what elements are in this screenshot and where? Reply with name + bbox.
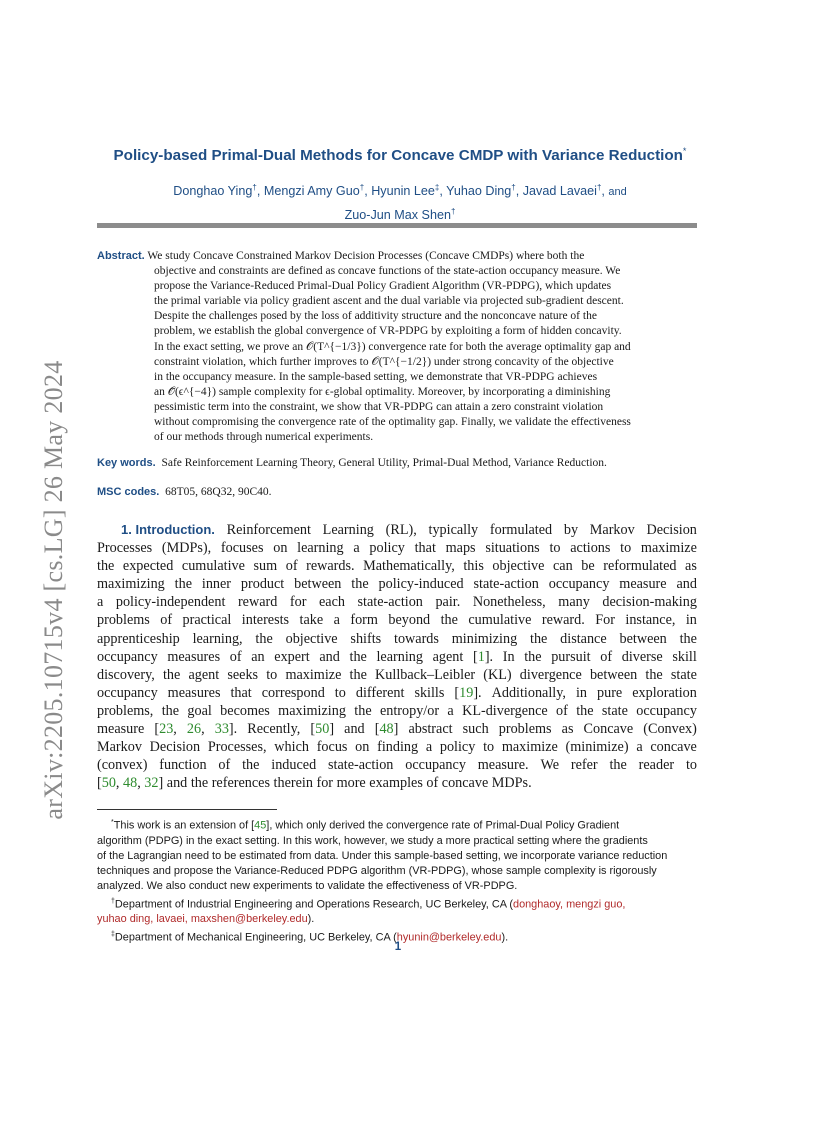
word: diverse	[621, 648, 663, 665]
word: pursuit	[551, 648, 591, 665]
title-text: Policy-based Primal-Dual Methods for Concave CMDP with Variance Reduction	[113, 147, 683, 165]
word: seeks	[227, 666, 259, 683]
abstract-line: the primal variable via policy gradient ascent and the dual variable via projected sub-gradient descent.	[154, 295, 624, 308]
word: Learning	[322, 522, 374, 538]
word: state-action	[473, 576, 539, 593]
introduction-section	[97, 521, 697, 792]
word: the	[349, 648, 367, 665]
word: a	[425, 739, 433, 756]
word: policy-independent	[115, 594, 226, 611]
word: decision-making	[602, 594, 697, 611]
word: In	[502, 648, 515, 665]
word: in	[575, 684, 588, 701]
word: beyond	[388, 612, 431, 629]
word: on	[355, 739, 370, 756]
affiliation-mark: †	[450, 207, 456, 217]
word: learning	[376, 648, 423, 665]
word: state-action	[357, 594, 423, 611]
intro-line	[97, 684, 697, 702]
arxiv-stamp: arXiv:2205.10715v4 [cs.LG] 26 May 2024	[39, 360, 68, 820]
word: Markov	[97, 739, 142, 756]
abstract-line: without compromising the convergence rate of the optimality gap. Finally, we validate the effectiveness	[154, 416, 631, 429]
word: [1].	[472, 648, 494, 665]
word: a	[353, 540, 360, 557]
author: Mengzi Amy Guo	[263, 184, 360, 199]
word: of	[600, 648, 613, 665]
word: Concave	[583, 721, 634, 738]
intro-line	[97, 648, 697, 666]
word: cumulative	[468, 612, 532, 629]
word: form	[350, 612, 378, 629]
word: cumulative	[181, 558, 245, 575]
word: objective	[285, 630, 338, 647]
word: problems	[97, 612, 150, 629]
footnote-line	[97, 849, 697, 864]
affiliation-mark: †	[359, 183, 365, 192]
abstract	[97, 249, 697, 445]
affiliation-mark: †	[511, 183, 516, 192]
keywords-text: Safe Reinforcement Learning Theory, General Utility, Primal-Dual Method, Variance Reduction.	[161, 457, 607, 469]
word: shifts	[350, 630, 382, 647]
word: sum	[253, 558, 278, 575]
word: Recently,	[247, 721, 301, 738]
word: function	[159, 757, 207, 774]
word: learning	[297, 540, 344, 557]
intro-line	[97, 611, 697, 629]
word: reader	[638, 757, 675, 774]
word: abstract	[408, 721, 453, 738]
abstract-line: constraint violation, which further improves to 𝒪(T^{−1/2}) under strong concavity of the objective	[154, 355, 614, 368]
word: a	[447, 702, 454, 719]
abstract-label: Abstract.	[97, 250, 145, 262]
word: focus	[316, 739, 348, 756]
word: the	[576, 702, 594, 719]
intro-line	[97, 593, 697, 611]
author: Donghao Ying	[173, 184, 253, 199]
word: in	[685, 612, 697, 629]
word: maximizing	[278, 702, 346, 719]
title-rule	[97, 223, 697, 228]
intro-line	[97, 738, 697, 756]
word: goal	[187, 702, 212, 719]
word: practical	[182, 612, 232, 629]
word: Additionally,	[491, 684, 566, 701]
footnote-line	[97, 879, 697, 894]
word: maximize	[640, 540, 697, 557]
word: the	[255, 630, 273, 647]
word: 32]	[144, 775, 167, 792]
section-heading: 1. Introduction.	[121, 522, 215, 537]
author: Yuhao Ding	[446, 184, 512, 199]
affiliation-mark: ‡	[434, 183, 440, 192]
word: for	[316, 775, 337, 792]
word: be	[581, 558, 595, 575]
word: take	[299, 612, 324, 629]
word: typically	[428, 522, 479, 538]
word: and	[166, 775, 191, 792]
word: between	[294, 576, 342, 593]
word: For	[595, 612, 615, 629]
word: between	[619, 630, 667, 647]
word: (KL)	[483, 666, 512, 683]
word: [50,	[97, 775, 124, 792]
word: discovery,	[97, 666, 155, 683]
footnote-mark: †	[111, 897, 115, 905]
footnote-text: yuhao ding, lavaei, maxshen@berkeley.edu).	[97, 913, 315, 926]
word: reformulated	[603, 558, 677, 575]
word: and	[344, 721, 365, 738]
word: maximize	[285, 666, 342, 683]
word: interests	[241, 612, 290, 629]
word: concave	[441, 775, 492, 792]
abstract-line: In the exact setting, we prove an 𝒪(T^{−1/3}) convergence rate for both the average optimality gap and	[154, 340, 631, 353]
keywords-label: Key words.	[97, 457, 156, 469]
word: Markov	[589, 522, 635, 538]
abstract-line	[97, 249, 697, 264]
word: the	[190, 775, 212, 792]
word: expected	[122, 558, 174, 575]
author: Hyunin Lee	[371, 184, 435, 199]
word: [48]	[374, 721, 399, 738]
word: and	[319, 648, 340, 665]
word: the	[609, 757, 627, 774]
word: to	[549, 540, 561, 557]
word: as	[561, 721, 574, 738]
word: Reinforcement	[226, 522, 311, 538]
word: of	[218, 757, 231, 774]
word: problems	[498, 721, 552, 738]
word: actions	[570, 540, 611, 557]
word: policy	[369, 540, 405, 557]
word: the	[645, 666, 663, 683]
msc-text: 68T05, 68Q32, 90C40.	[165, 486, 272, 498]
intro-line	[97, 557, 697, 575]
word: exploration	[632, 684, 697, 701]
word: the	[351, 576, 369, 593]
author: Zuo-Jun Max Shen	[344, 208, 451, 223]
intro-line	[97, 756, 697, 774]
word: (MDPs),	[161, 540, 212, 557]
word: which	[274, 739, 309, 756]
word: instance,	[625, 612, 676, 629]
word: [23,	[154, 721, 177, 738]
word: of	[556, 702, 568, 719]
word: (Convex)	[643, 721, 697, 738]
word: measure	[619, 576, 667, 593]
word: (convex)	[97, 757, 148, 774]
word: pair.	[435, 594, 461, 611]
authors-and: and	[608, 186, 627, 199]
word: Processes,	[207, 739, 267, 756]
intro-line	[97, 630, 697, 648]
word: state	[670, 666, 697, 683]
abstract-line: propose the Variance-Reduced Primal-Dual Policy Gradient Algorithm (VR-PDPG), which updates	[154, 280, 612, 293]
word: (minimize)	[565, 739, 629, 756]
footnote-line	[97, 834, 697, 849]
word: measure.	[477, 757, 529, 774]
word: entropy/or	[379, 702, 440, 719]
word: Processes	[97, 540, 153, 557]
word: occupancy	[97, 648, 158, 665]
word: of	[285, 558, 298, 575]
word: between	[589, 666, 638, 683]
footnote-text: techniques and propose the Variance-Reduced PDPG algorithm (VR-PDPG), whose sample complexity is rigorously	[97, 864, 657, 877]
word: [19].	[454, 684, 482, 701]
paper-title	[90, 146, 710, 164]
word: learning,	[192, 630, 243, 647]
word: the	[349, 666, 367, 683]
word: refer	[570, 757, 598, 774]
word: and	[676, 576, 697, 593]
word: as	[685, 558, 697, 575]
intro-line	[97, 720, 697, 738]
word: to	[266, 666, 278, 683]
footnote-text: algorithm (PDPG) in the exact setting. In this work, however, we study a more practical setting where the gradients	[97, 834, 648, 847]
keywords	[97, 457, 607, 469]
word: each	[318, 594, 345, 611]
word: problems,	[97, 702, 154, 719]
intro-line	[97, 666, 697, 684]
word: can	[552, 558, 573, 575]
word: the	[174, 576, 192, 593]
word: objective	[492, 558, 545, 575]
word: Nonetheless,	[472, 594, 546, 611]
abstract-line: of our methods through numerical experiments.	[154, 431, 374, 444]
word: induced	[271, 757, 317, 774]
word: by	[563, 522, 579, 538]
word: 33].	[214, 721, 238, 738]
word: the	[354, 702, 372, 719]
word: (RL),	[385, 522, 417, 538]
footnote-line	[97, 894, 697, 913]
author-line-2	[100, 202, 700, 225]
word: focuses	[220, 540, 264, 557]
word: different	[355, 684, 405, 701]
word: this	[463, 558, 484, 575]
word: agent	[188, 666, 220, 683]
word: to	[620, 540, 632, 557]
word: occupancy	[97, 684, 158, 701]
word: concave	[650, 739, 697, 756]
word: occupancy	[548, 576, 610, 593]
word: to	[685, 757, 697, 774]
word: occupancy	[636, 702, 697, 719]
word: occupancy	[405, 757, 466, 774]
footnote-line	[97, 815, 697, 834]
word: that	[230, 684, 252, 701]
footnote-text: Department of Mechanical Engineering, UC Berkeley, CA (hyunin@berkeley.edu).	[114, 931, 509, 944]
word: KL-divergence	[462, 702, 548, 719]
footnote-line	[97, 864, 697, 879]
word: the	[524, 648, 542, 665]
word: product	[240, 576, 285, 593]
footnote-text: of the Lagrangian need to be estimated from data. Under this sample-based setting, we incorporate variance reduction	[97, 849, 668, 862]
word: towards	[394, 630, 439, 647]
word: rewards.	[306, 558, 355, 575]
word: references	[211, 775, 274, 792]
author-list	[100, 178, 700, 225]
word: such	[462, 721, 489, 738]
abstract-line: an 𝒪̃(ϵ^{−4}) sample complexity for ϵ-global optimality. Moreover, by incorporating a diminishing	[154, 385, 611, 398]
word: maximize	[501, 739, 558, 756]
footnote-rule	[97, 809, 277, 810]
word: minimizing	[451, 630, 518, 647]
word: an	[251, 648, 265, 665]
word: measures	[167, 684, 221, 701]
intro-line	[97, 774, 697, 792]
word: on	[273, 540, 288, 557]
word: maps	[445, 540, 476, 557]
msc-codes	[97, 486, 271, 498]
author-line-1: Donghao Ying†, Mengzi Amy Guo†, Hyunin Lee‡, Yuhao Ding†, Javad Lavaei†, and	[173, 183, 627, 199]
word: maximizing	[97, 576, 165, 593]
word: of	[229, 648, 242, 665]
affiliation-mark: †	[252, 183, 257, 192]
msc-label: MSC codes.	[97, 486, 160, 498]
page-number: 1	[394, 941, 402, 953]
abstract-line: pessimistic term into the constraint, we show that VR-PDPG can attain a zero constraint violation	[154, 400, 604, 413]
word: state-action	[328, 757, 394, 774]
word: skill	[672, 648, 697, 665]
abstract-line: objective and constraints are defined as concave functions of the state-action occupancy measure. We	[154, 265, 621, 278]
affiliation-mark: †	[596, 183, 602, 192]
abstract-line: problem, we establish the global convergence of VR-PDPG by exploiting a form of hidden concavity.	[154, 325, 622, 338]
word: that	[414, 540, 436, 557]
abstract-text: We study Concave Constrained Markov Decision Processes (Concave CMDPs) where both the	[147, 250, 585, 262]
word: Decision	[149, 739, 201, 756]
word: distance	[560, 630, 607, 647]
word: the	[162, 666, 181, 683]
intro-line	[97, 521, 697, 539]
footnote-mark: *	[111, 819, 114, 826]
intro-line	[97, 702, 697, 720]
word: policy	[439, 739, 476, 756]
word: a	[97, 594, 104, 611]
footnotes	[97, 815, 697, 946]
word: apprenticeship	[97, 630, 180, 647]
intro-line	[97, 575, 697, 593]
word: pure	[597, 684, 623, 701]
word: policy-induced	[378, 576, 464, 593]
word: the	[161, 702, 180, 719]
word: 48,	[123, 775, 145, 792]
word: the	[530, 630, 548, 647]
word: reward	[237, 594, 278, 611]
word: measure	[97, 721, 145, 738]
footnote-text: This work is an extension of [45], which only derived the convergence rate of Primal-Dual Policy Gradient	[113, 819, 620, 832]
footnote-text: analyzed. We also conduct new experiments to validate the effectiveness of VR-PDPG.	[97, 879, 518, 892]
word: measures	[167, 648, 221, 665]
word: expert	[274, 648, 310, 665]
word: We	[540, 757, 559, 774]
footnote-line	[97, 912, 697, 927]
word: examples	[369, 775, 427, 792]
word: Kullback–Leibler	[375, 666, 476, 683]
word: the	[242, 757, 260, 774]
abstract-line: in the occupancy measure. In the sample-based setting, we demonstrate that VR-PDPG achieves	[154, 370, 598, 383]
word: more	[336, 775, 370, 792]
word: of	[426, 775, 442, 792]
word: the	[440, 612, 458, 629]
title-footnote-mark: *	[682, 146, 687, 156]
word: the	[679, 630, 697, 647]
footnote-mark: ‡	[111, 931, 115, 939]
word: situations	[485, 540, 540, 557]
word: 26,	[186, 721, 205, 738]
word: inner	[201, 576, 232, 593]
word: for	[289, 594, 307, 611]
abstract-line: Despite the challenges posed by the loss of additivity structure and the nonconcave nature of the	[154, 310, 597, 323]
word: Decision	[646, 522, 697, 538]
word: to	[483, 739, 495, 756]
word: agent	[432, 648, 464, 665]
word: becomes	[220, 702, 270, 719]
word: to	[334, 684, 346, 701]
word: the	[97, 558, 115, 575]
word: therein	[273, 775, 317, 792]
word: MDPs.	[491, 775, 532, 792]
word: Mathematically,	[363, 558, 455, 575]
word: correspond	[261, 684, 325, 701]
word: reward.	[541, 612, 585, 629]
word: divergence	[519, 666, 582, 683]
author: Javad Lavaei	[522, 184, 597, 199]
footnote-text: Department of Industrial Engineering and Operations Research, UC Berkeley, CA (donghaoy, mengzi guo,	[114, 898, 626, 911]
word: a	[636, 739, 643, 756]
word: [50]	[310, 721, 335, 738]
word: finding	[377, 739, 419, 756]
word: formulated	[489, 522, 553, 538]
word: skills	[414, 684, 445, 701]
word: state	[601, 702, 628, 719]
intro-line	[97, 539, 697, 557]
word: of	[160, 612, 173, 629]
word: many	[558, 594, 590, 611]
word: a	[333, 612, 340, 629]
